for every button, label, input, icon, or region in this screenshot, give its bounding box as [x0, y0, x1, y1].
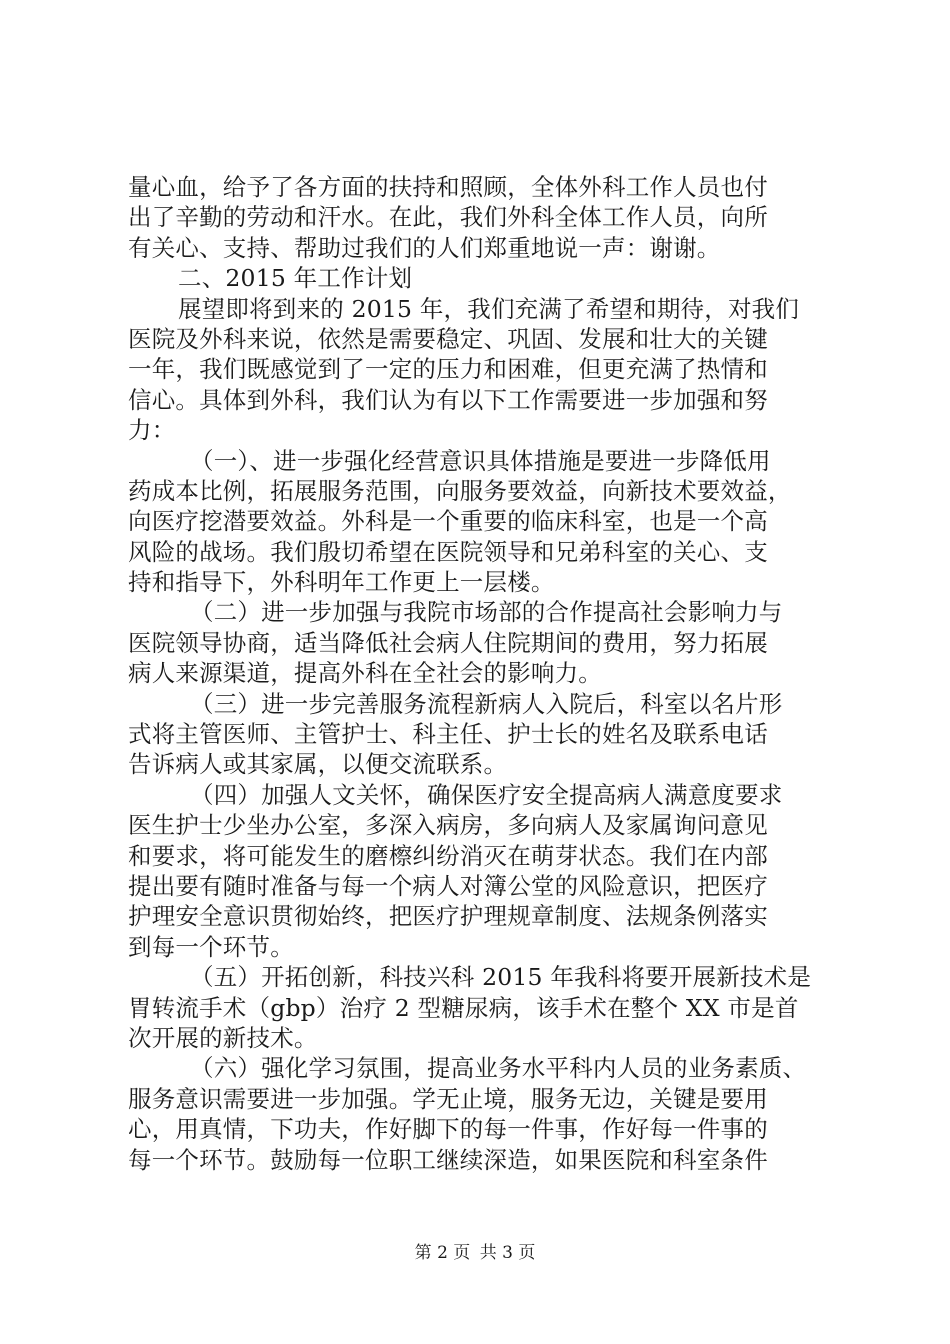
item-heading: （五）开拓创新，科技兴科 2015 年我科将要开展新技术是	[190, 963, 812, 992]
text-line: 出了辛勤的劳动和汗水。在此，我们外科全体工作人员，向所	[128, 203, 768, 232]
text-line: 和要求，将可能发生的磨檫纠纷消灭在萌芽状态。我们在内部	[128, 841, 768, 870]
item-heading: （二）进一步加强与我院市场部的合作提高社会影响力与	[190, 598, 783, 627]
text-line: 护理安全意识贯彻始终，把医疗护理规章制度、法规条例落实	[128, 902, 768, 931]
text-line: 有关心、支持、帮助过我们的人们郑重地说一声：谢谢。	[128, 233, 721, 262]
text-line: 药成本比例，拓展服务范围，向服务要效益，向新技术要效益，	[128, 476, 792, 505]
text-line: 持和指导下，外科明年工作更上一层楼。	[128, 568, 555, 597]
text-line: 告诉病人或其家属，以便交流联系。	[128, 750, 508, 779]
text-line: 医院及外科来说，依然是需要稳定、巩固、发展和壮大的关键	[128, 324, 768, 353]
text-line: 医生护士少坐办公室，多深入病房，多向病人及家属询问意见	[128, 811, 768, 840]
text-line: 信心。具体到外科，我们认为有以下工作需要进一步加强和努	[128, 385, 768, 414]
page-total: 共 3 页	[479, 1243, 536, 1263]
section-heading: 二、2015 年工作计划	[178, 264, 413, 293]
text-line: 次开展的新技术。	[128, 1023, 318, 1052]
text-line: 病人来源渠道，提高外科在全社会的影响力。	[128, 659, 602, 688]
text-line: 风险的战场。我们殷切希望在医院领导和兄弟科室的关心、支	[128, 537, 768, 566]
item-heading: （六）强化学习氛围，提高业务水平科内人员的业务素质、	[190, 1054, 807, 1083]
text-line: 力：	[128, 416, 176, 445]
text-line: 医院领导协商，适当降低社会病人住院期间的费用，努力拓展	[128, 628, 768, 657]
text-line: 一年，我们既感觉到了一定的压力和困难，但更充满了热情和	[128, 355, 768, 384]
text-line: 到每一个环节。	[128, 932, 294, 961]
text-line: 每一个环节。鼓励每一位职工继续深造，如果医院和科室条件	[128, 1145, 768, 1174]
text-line: 式将主管医师、主管护士、科主任、护士长的姓名及联系电话	[128, 720, 768, 749]
text-line: 心，用真情，下功夫，作好脚下的每一件事，作好每一件事的	[128, 1115, 768, 1144]
document-body	[128, 172, 836, 1175]
page-footer	[0, 1242, 950, 1264]
text-line: 提出要有随时准备与每一个病人对簿公堂的风险意识，把医疗	[128, 871, 768, 900]
item-heading: （三）进一步完善服务流程新病人入院后，科室以名片形	[190, 689, 783, 718]
item-heading: （一）、进一步强化经营意识具体措施是要进一步降低用	[190, 446, 771, 475]
text-line: 向医疗挖潜要效益。外科是一个重要的临床科室，也是一个高	[128, 507, 768, 536]
text-line: 服务意识需要进一步加强。学无止境，服务无边，关键是要用	[128, 1084, 768, 1113]
text-line: 展望即将到来的 2015 年，我们充满了希望和期待，对我们	[178, 294, 800, 323]
text-line: 胃转流手术（gbp）治疗 2 型糖尿病，该手术在整个 XX 市是首	[128, 993, 799, 1022]
item-heading: （四）加强人文关怀，确保医疗安全提高病人满意度要求	[190, 780, 783, 809]
text-line: 量心血，给予了各方面的扶持和照顾，全体外科工作人员也付	[128, 173, 768, 201]
page-number: 第 2 页	[414, 1243, 471, 1263]
